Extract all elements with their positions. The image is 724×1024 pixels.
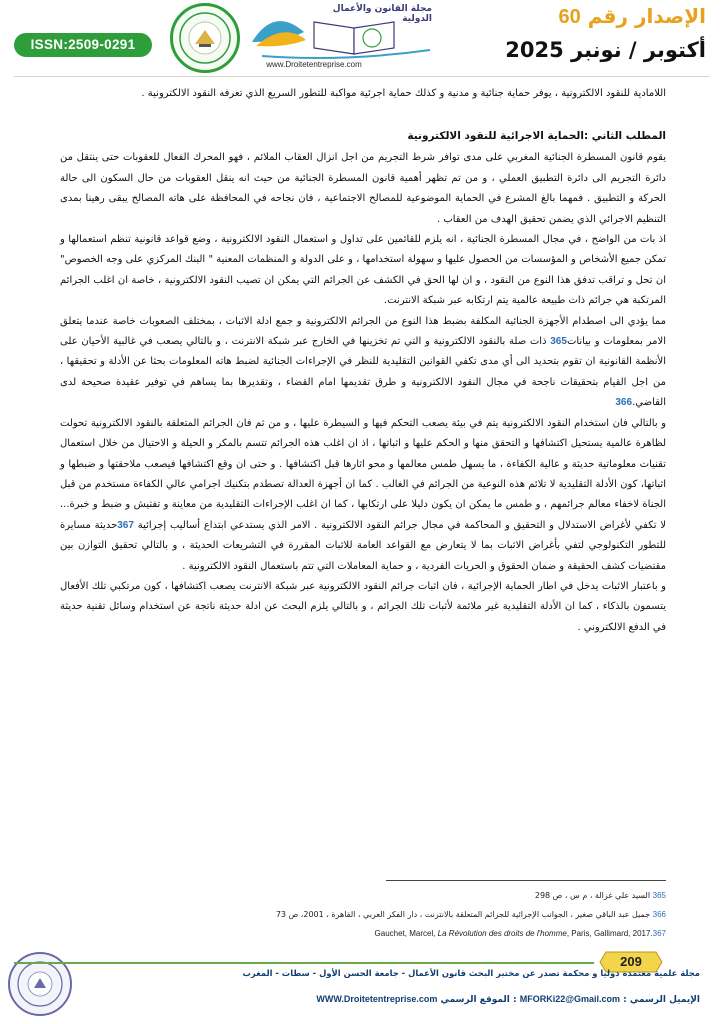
website-label: : الموقع الرسمي	[440, 995, 517, 1005]
paragraph-1: يقوم قانون المسطرة الجنائية المغربي على مدى توافر شرط التجريم من اجل انزال العقاب الملائم ، فهو المحرك الفعال للعقوبات حتى ينتقل من دائرة التجريم الى دائرة التطبيق العملي ، و من تم تظهر أهمية قانون المسطرة الجنائية من حيث انه ينقل العقوبات من حال السكون الى حالة الحركة و التطبيق . فمهما بالغ المشرع في الحماية الموضوعية للمصالح الاجتماعية ، فان نجاحه في المحافظة على هاته المصالح يبقى رهينا بمدى التنظيم الاجرائي الذي يضمن تحقيق الهدف من العقاب .	[60, 152, 666, 225]
footnote-number: 365	[652, 891, 666, 900]
email-link[interactable]: MFORKi22@Gmail.com	[519, 994, 621, 1004]
journal-book-logo	[244, 2, 442, 76]
website-link[interactable]: WWW.Droitetentreprise.com	[316, 994, 438, 1004]
footnote-365	[60, 886, 666, 905]
footer-divider	[14, 962, 594, 964]
journal-description: مجلة علمية معتمدة دوليا و محكمة تصدر عن مختبر البحث قانون الأعمال - جامعة الحسن الأول - سطات - المغرب	[242, 968, 700, 978]
header-divider	[14, 76, 710, 77]
footnotes	[60, 886, 666, 943]
journal-name: مجلة القانون والأعمال الدولية	[332, 4, 432, 24]
page-footer	[0, 944, 724, 1024]
intro-paragraph: اللامادية للنقود الالكترونية ، يوفر حماية جنائية و مدنية و كذلك حماية اجرئية مواكبة للتطور السريع الذي تعرفه النقود الالكترونية .	[141, 88, 666, 99]
issue-number-line	[559, 4, 706, 29]
footnote-book-title: La Révolution des droits de l'homme	[437, 929, 567, 938]
page-header	[0, 0, 724, 80]
paragraph-5: و باعتبار الاثبات يدخل في اطار الحماية الإجرائية ، فان اثبات جرائم النقود الالكترونية عبر شبكة الانترنت يصعب اكتشافها ، كون مرتكبي تلك الأفعال يتسمون بالذكاء ، كما ان الأدلة التقليدية غير ملائمة لأثبات تلك الجرائم ، و بالتالي يلزم البحث عن ادلة حديثة ناتجة عن استخدام وسائل تقنية حديثة في الدفع الالكتروني .	[60, 580, 666, 633]
paragraph-3-part-b: ذات صلة بالنقود الالكترونية و التي تم تخزينها في الخارج عبر شبكة الانترنت ، و بالتالي يصعب في غالبية الأحيان على الأنظمة القانونية ان تقوم بتحديد الى أي مدى تكفي القوانين التقليدية للنظر في الإجراءات الجنائية لضبط هاته المعلومات بحثا عن الأدلة و تحقيقها ، من اجل القيام بتحقيقات ناجحة في مجال النقود الالكترونية و طرق تقديمها امام القضاء ، وتقديرها بما يساهم في توفير عقيدة صحيحة لدى القاضي.	[60, 336, 666, 409]
issue-number: 60	[558, 6, 581, 28]
paragraph-4	[60, 414, 666, 577]
footnote-number: 367	[652, 929, 666, 938]
paragraph-3	[60, 312, 666, 414]
issue-date: أكتوبر / نونبر 2025	[505, 38, 706, 62]
page-number: 209	[620, 954, 642, 969]
header-website: www.Droitetentreprise.com	[266, 60, 362, 69]
footnote-367	[60, 924, 666, 943]
article-body	[60, 84, 666, 638]
footnote-number: 366	[652, 910, 666, 919]
footnote-divider	[386, 880, 666, 881]
email-label: الإيميل الرسمي :	[623, 995, 700, 1005]
paragraph-4-part-b: حديثة مسايرة للتطور التكنولوجي لتفي بأغراض الاثبات بما لا يتعارض مع القواعد العامة للاثبات المقررة في التشريعات الحديثة ، و بالتالي تحقيق التوازن بين مقتضيات كشف الحقيقة و ضمان الحقوق و الحريات الفردية ، و حماية المعاملات التي تتم باستعمال النقود الالكترونية .	[60, 519, 666, 572]
footnote-text-before: Gauchet, Marcel,	[374, 929, 438, 938]
footnote-text-after: , Paris, Gallimard, 2017.	[566, 929, 653, 938]
footnote-ref-366[interactable]: 366	[615, 397, 633, 409]
issn-badge: ISSN:2509-0291	[14, 33, 152, 57]
paragraph-2: اذ بات من الواضح ، في مجال المسطرة الجنائية ، انه يلزم للقائمين على تداول و استعمال النقود الالكترونية ، وضع قواعد قانونية تنظم استعمالها و تمكن جميع الأشخاص و المؤسسات من الحصول عليها و سهولة استخدامها ، و على الدولة و المنظمات المعنية " البنك المركزي على وجه الخصوص" ان تحل و تراقب تدفق هذا النوع من النقود ، و ان لها الحق في الكشف عن الجرائم التي يمكن ان تصيب النقود الالكترونية ، خاصة ان اغلب الجرائم المرتكبة هي جرائم ذات طبيعة عالمية يتم ارتكابه عبر شبكة الانترنت.	[60, 234, 666, 307]
section-title: المطلب الثاني :الحماية الاجرائية للنقود الالكترونية	[407, 130, 666, 143]
paragraph-4-part-a: و بالتالي فان استخدام النقود الالكترونية يتم في بيئة يصعب التحكم فيها و السيطرة عليها ، و من ثم فان الجرائم المتعلقة بالنقود الالكترونية تحولت لظاهرة عالمية يستحيل اكتشافها و التحقق منها و الحكم عليها و اثباتها ، اذ ان اغلب هذه الجرائم تتسم بالمكر و الحيلة و الاحتيال من خلال استعمال تقنيات معلوماتية حديثة و عالية الكفاءة ، ما يسهل طمس معالمها و محو اثارها قبل اكتشافها . و حتى ان وقع اكتشافها فيصعب ملاحقتها و ضبطها و اثباتها، كون الأدلة التقليدية لا تلائم هذه النوعية من الجرائم في الغالب . كما ان أجهزة العدالة تصطدم بتكنيك اجرامي عالي الكفاءة مستخدم من قبل الجناة لاخفاء معالم جرائمهم ، و طمس ما يمكن ان يكون دليلا على ارتكابها ، كما ان اغلب الإجراءات التقليدية من معاينة و تفتيش و ضبط و خبرة... لا تكفي لأغراض الاستدلال و التحقيق و المحاكمة في مجال جرائم النقود الالكترونية . الامر الذي يستدعي ابتداع أساليب إجرائية	[60, 417, 666, 531]
footer-contact	[316, 994, 700, 1005]
footnote-ref-365[interactable]: 365	[550, 336, 567, 348]
paragraph-3-part-a: مما يؤدي الى اصطدام الأجهزة الجنائية المكلفة بضبط هذا النوع من الجرائم الالكترونية و جمع ادلة الاثبات ، بمختلف الصعوبات خاصة عندما يتعلق الامر بمعلومات و بيانات	[60, 315, 666, 348]
footnote-text: جميل عبد الباقي صغير ، الجوانب الإجرائية للجرائم المتعلقة بالانترنت ، دار الفكر العربي ، القاهرة ، 2001، ص 73	[275, 910, 651, 919]
footnote-ref-367[interactable]: 367	[117, 519, 134, 531]
issue-label: الإصدار رقم	[587, 4, 706, 28]
university-seal-logo	[170, 3, 240, 73]
footnote-366	[60, 905, 666, 924]
footnote-text: السيد علي غزالة ، م س ، ص 298	[534, 891, 651, 900]
